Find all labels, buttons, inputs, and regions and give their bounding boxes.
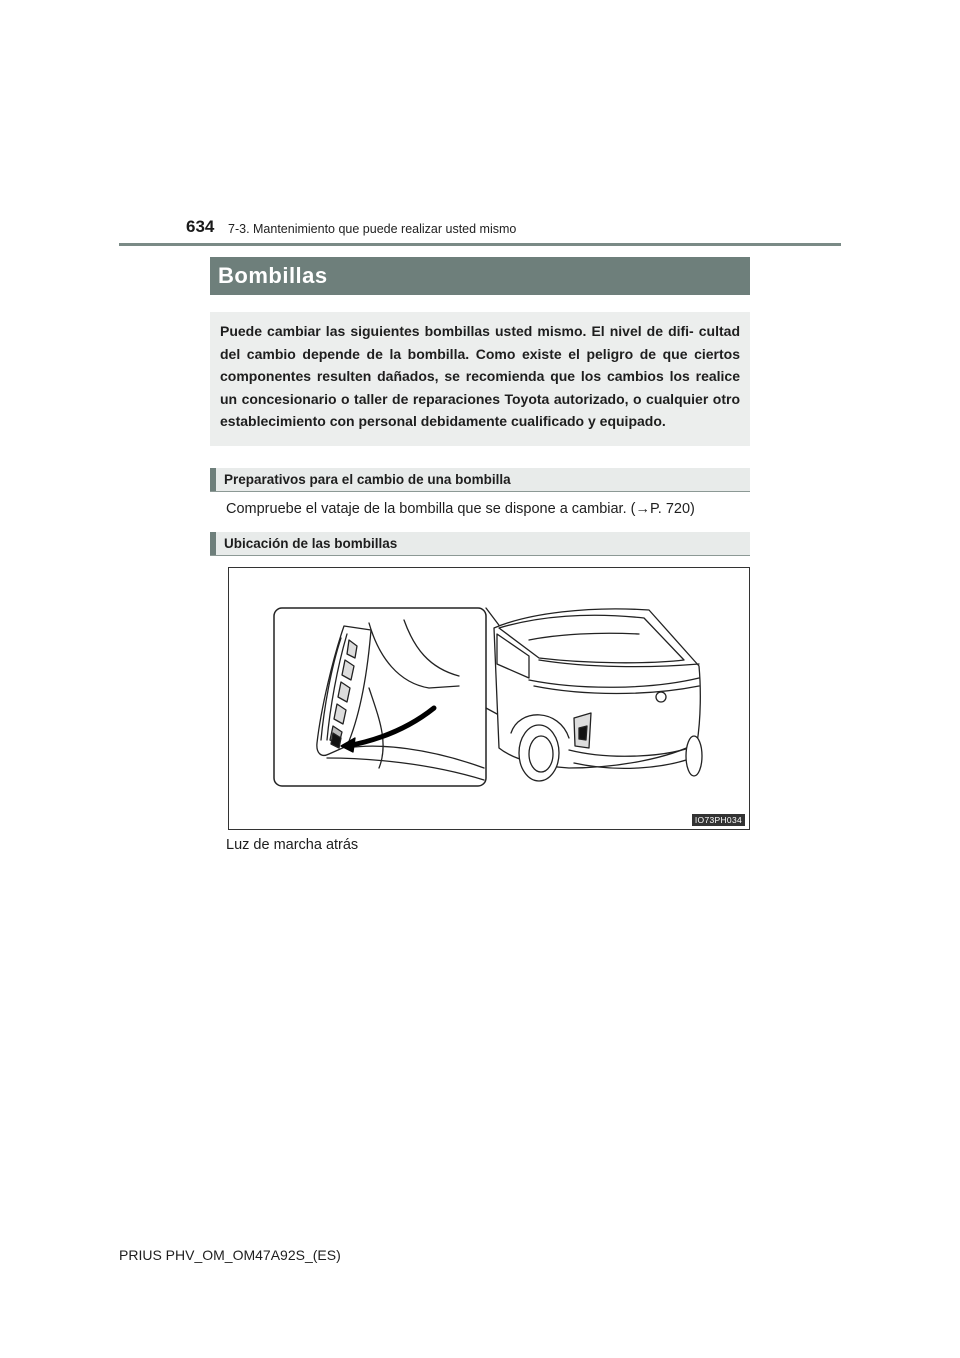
bulb-location-figure: [228, 567, 750, 830]
preparation-text: Compruebe el vataje de la bombilla que se dispone a cambiar. (→P. 720): [226, 501, 695, 517]
zoom-inset: [274, 608, 486, 786]
running-header: 7-3. Mantenimiento que puede realizar usted mismo: [228, 222, 517, 236]
figure-caption: Luz de marcha atrás: [226, 837, 359, 853]
page-number: 634: [186, 217, 215, 236]
subheading-location-text: Ubicación de las bombillas: [224, 536, 398, 551]
intro-text: Puede cambiar las siguientes bombillas usted mismo. El nivel de difi- cultad del cambio depende de la bombilla. Como existe el peligro de que ciertos componentes resulten dañados, se recomienda que los cambios los realice un concesionario o taller de reparaciones Toyota autorizado, o cualquier otro establecimiento con personal debidamente cualificado y equipado.: [220, 323, 740, 429]
page-title: [210, 257, 750, 295]
page-title-text: Bombillas: [218, 263, 328, 288]
subheading-location: [210, 532, 750, 556]
footer-doc-id: PRIUS PHV_OM_OM47A92S_(ES): [119, 1247, 341, 1263]
figure-code: IO73PH034: [692, 814, 745, 826]
subheading-preparation-text: Preparativos para el cambio de una bombilla: [224, 472, 511, 487]
header-rule: [119, 243, 841, 246]
subheading-preparation: [210, 468, 750, 492]
car-rear-illustration: [229, 568, 749, 829]
intro-box: [210, 312, 750, 446]
